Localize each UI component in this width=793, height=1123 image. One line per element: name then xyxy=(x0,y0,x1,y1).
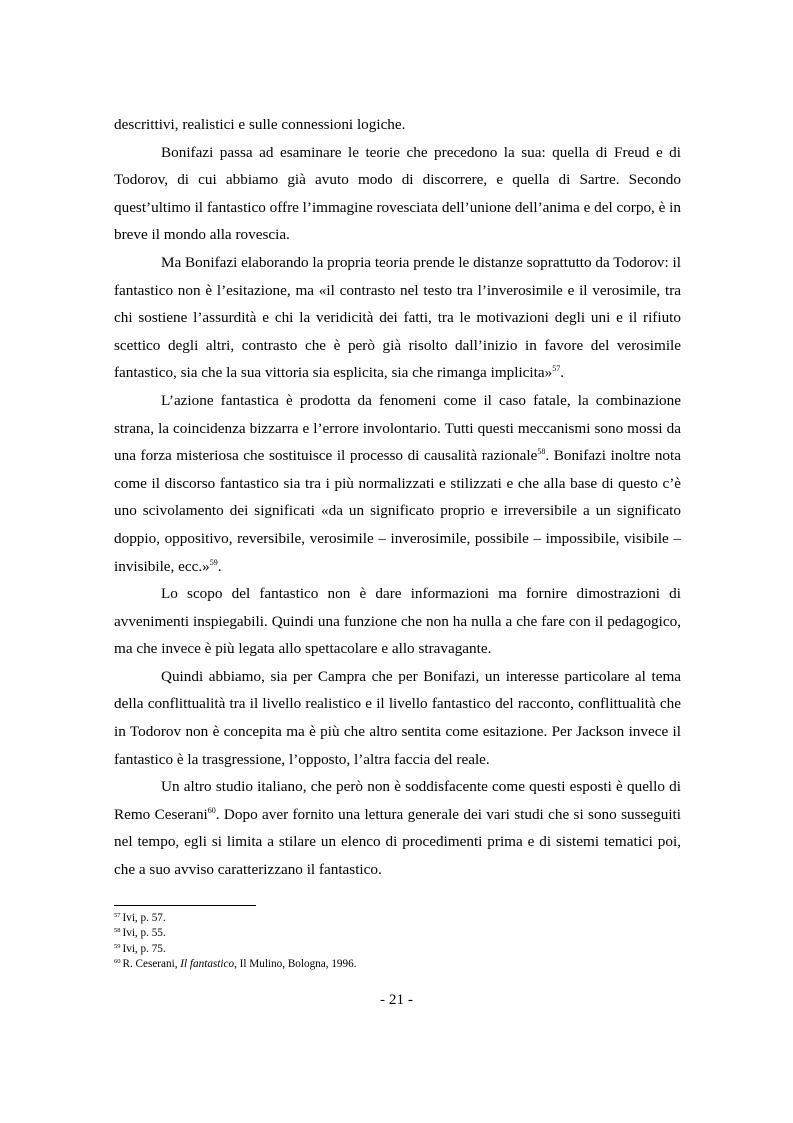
footnote: $^{58}$ Ivi, p. 55. xyxy=(114,927,166,940)
paragraph: descrittivi, realistici e sulle connessioni logiche. xyxy=(114,116,406,133)
footnote-number: 58 xyxy=(114,927,121,935)
paragraph: Bonifazi passa ad esaminare le teorie che precedono la sua: quella di Freud e di Todorov, di cui abbiamo già avuto modo di discorrere, e quella di Sartre. Secondo quest’ultimo il fantastico offre l’immagine rovesciata dell’unione dell’anima e del corpo, è in breve il mondo alla rovescia. xyxy=(114,143,681,244)
footnote: $^{60}$ R. Ceserani, Il fantastico, Il Mulino, Bologna, 1996. xyxy=(114,957,357,970)
italic-title: Il fantastico xyxy=(180,957,235,970)
footnote-number: 60 xyxy=(114,957,121,965)
footnote-reference: 58 xyxy=(537,447,546,457)
body-text xyxy=(114,111,681,884)
paragraph: Lo scopo del fantastico non è dare informazioni ma fornire dimostrazioni di avvenimenti inspiegabili. Quindi una funzione che non ha nulla a che fare con il pedagogico, ma che invece è più legata allo spettacolare e allo stravagante. xyxy=(114,585,681,658)
footnote: $^{57}$ Ivi, p. 57. xyxy=(114,912,166,924)
footnote-separator xyxy=(114,905,256,906)
footnote-reference: 59 xyxy=(209,557,218,567)
page-number: - 21 - xyxy=(380,991,413,1008)
footnotes xyxy=(114,911,681,972)
footnote-number: 59 xyxy=(114,942,121,950)
paragraph: Un altro studio italiano, che però non è soddisfacente come questi esposti è quello di Remo Ceserani$^{60}$. Dopo aver fornito una lettura generale dei vari studi che si sono susseguiti nel tempo, egli si limita a stilare un elenco di procedimenti prima e di sistemi tematici poi, che a suo avviso caratterizzano il fantastico. xyxy=(114,778,681,879)
paragraph: Ma Bonifazi elaborando la propria teoria prende le distanze soprattutto da Todorov: il fantastico non è l’esitazione, ma «il contrasto nel testo tra l’inverosimile e il verosimile, tra chi sostiene l’assurdità e chi la veridicità dei fatti, tra le motivazioni degli uni e il rifiuto scettico degli altri, contrasto che è però già risolto dall’inizio in favore del verosimile fantastico, sia che la sua vittoria sia esplicita, sia che rimanga implicita»$^{57}$. xyxy=(114,253,681,382)
footnote-number: 57 xyxy=(114,912,121,919)
footnote-reference: 57 xyxy=(552,364,561,374)
footnote: $^{59}$ Ivi, p. 75. xyxy=(114,942,166,955)
paragraph: L’azione fantastica è prodotta da fenomeni come il caso fatale, la combinazione strana, la coincidenza bizzarra e l’errore involontario. Tutti questi meccanismi sono mossi da una forza misteriosa che sostituisce il processo di causalità razionale$^{58}$. Bonifazi inoltre nota come il discorso fantastico sia tra i più normalizzati e stilizzati e che alla base di questo c’è uno scivolamento dei significati «da un significato proprio e irreversibile a un significato doppio, oppositivo, reversibile, verosimile – inverosimile, possibile – impossibile, visibile – invisibile, ecc.»$^{59}$. xyxy=(114,391,681,575)
footnote-reference: 60 xyxy=(207,805,216,815)
paragraph: Quindi abbiamo, sia per Campra che per Bonifazi, un interesse particolare al tema della conflittualità tra il livello realistico e il livello fantastico del racconto, conflittualità che in Todorov non è concepita ma è più che altro sentita come esitazione. Per Jackson invece il fantastico è la trasgressione, l’opposto, l’altra faccia del reale. xyxy=(114,667,681,768)
